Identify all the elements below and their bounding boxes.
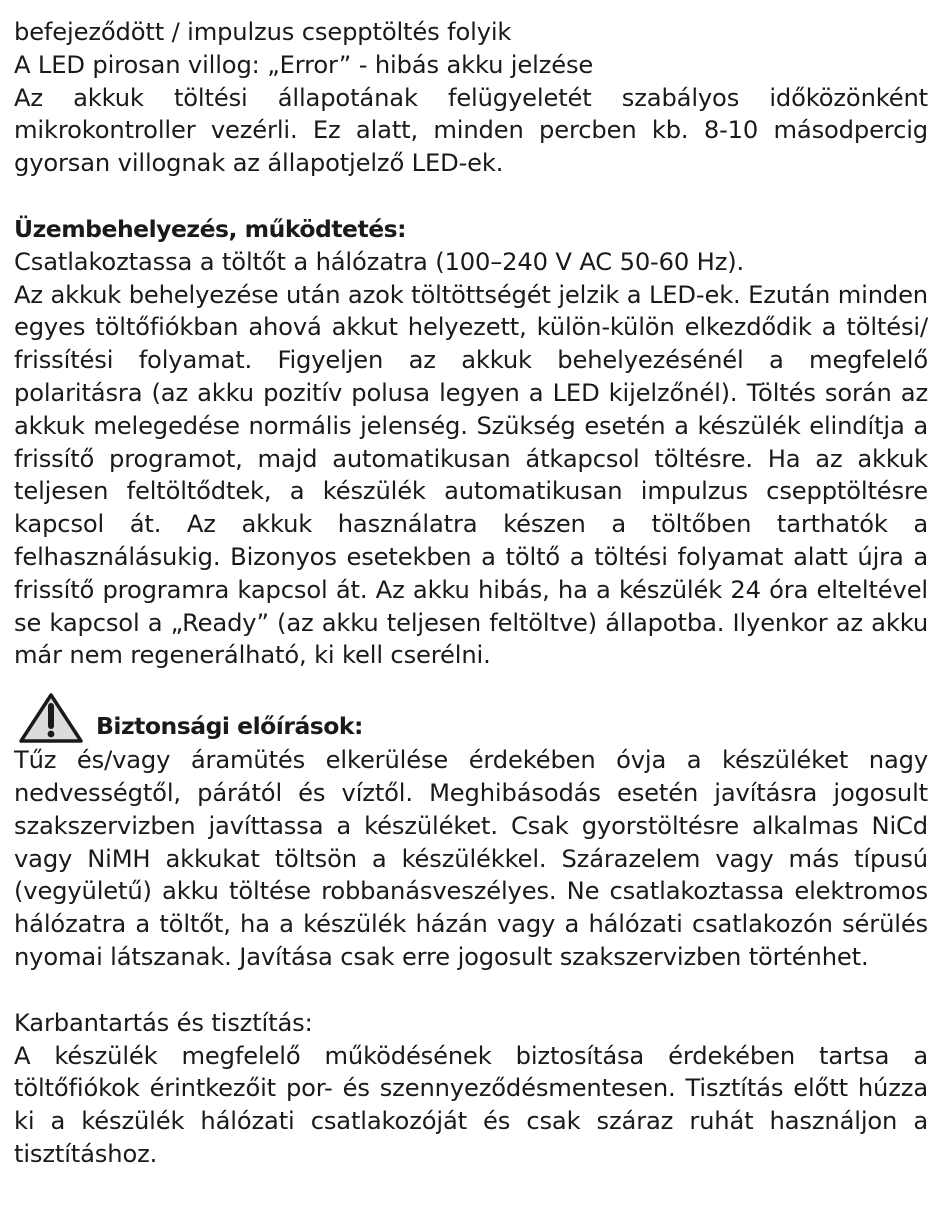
maintenance-heading: Karbantartás és tisztítás: <box>14 1008 313 1037</box>
spacer <box>14 974 928 1007</box>
operation-heading: Üzembehelyezés, működtetés: <box>14 214 407 243</box>
safety-heading-row <box>14 694 928 744</box>
safety-heading: Biztonsági előírások: <box>96 712 363 741</box>
spacer <box>14 180 928 213</box>
status-line-1: befejeződött / impulzus csepptöltés folyik <box>14 18 512 46</box>
status-line-2: A LED pirosan villog: „Error” - hibás akku jelzése <box>14 50 594 79</box>
maintenance-body: A készülék megfelelő működésének biztosítása érdekében tartsa a töltőfiókok érintkezőit por- és szennyeződésmentesen. Tisztítás előtt húzza ki a készülék hálózati csatlakozóját és csak száraz ruhát használjon a tisztításhoz. <box>14 1041 928 1168</box>
monitoring-paragraph: Az akkuk töltési állapotának felügyeletét szabályos időközönként mikrokontroller vezérli. Ez alatt, minden percben kb. 8-10 másodpercig gyorsan villognak az állapotjelző LED-ek. <box>14 83 928 178</box>
operation-line-1: Csatlakoztassa a töltőt a hálózatra (100–240 V AC 50-60 Hz). <box>14 247 745 276</box>
safety-body: Tűz és/vagy áramütés elkerülése érdekében óvja a készüléket nagy nedvességtől, párától és víztől. Meghibásodás esetén javításra jogosult szakszervizben javíttassa a készüléket. Csak gyorstöltésre alkalmas NiCd vagy NiMH akkukat töltsön a készülékkel. Szárazelem vagy más típusú (vegyületű) akku töltése robbanásveszélyes. Ne csatlakoztassa elektromos hálózatra a töltőt, ha a készülék házán vagy a hálózati csatlakozón sérülés nyomai látszanak. Javítása csak erre jogosult szakszervizben történhet. <box>14 746 928 971</box>
operation-body: Az akkuk behelyezése után azok töltöttségét jelzik a LED-ek. Ezután minden egyes töltőfiókban ahová akkut helyezett, külön-külön elkezdődik a töltési/ frissítési folyamat. Figyeljen az akkuk behelyezésénél a megfelelő polaritásra (az akku pozitív polusa legyen a LED kijelzőnél). Töltés során az akkuk melegedése normális jelenség. Szükség esetén a készülék elindítja a frissítő programot, majd automatikusan átkapcsol töltésre. Ha az akkuk teljesen feltöltődtek, a készülék automatikusan impulzus csepptöltésre kapcsol át. Az akkuk használatra készen a töltőben tarthatók a felhasználásukig. Bizonyos esetekben a töltő a töltési folyamat alatt újra a frissítő programra kapcsol át. Az akku hibás, ha a készülék 24 óra elteltével se kapcsol a „Ready” (az akku teljesen feltöltve) állapotba. Ilyenkor az akku már nem regenerálható, ki kell cserélni. <box>14 280 928 670</box>
warning-triangle-icon <box>18 692 84 744</box>
